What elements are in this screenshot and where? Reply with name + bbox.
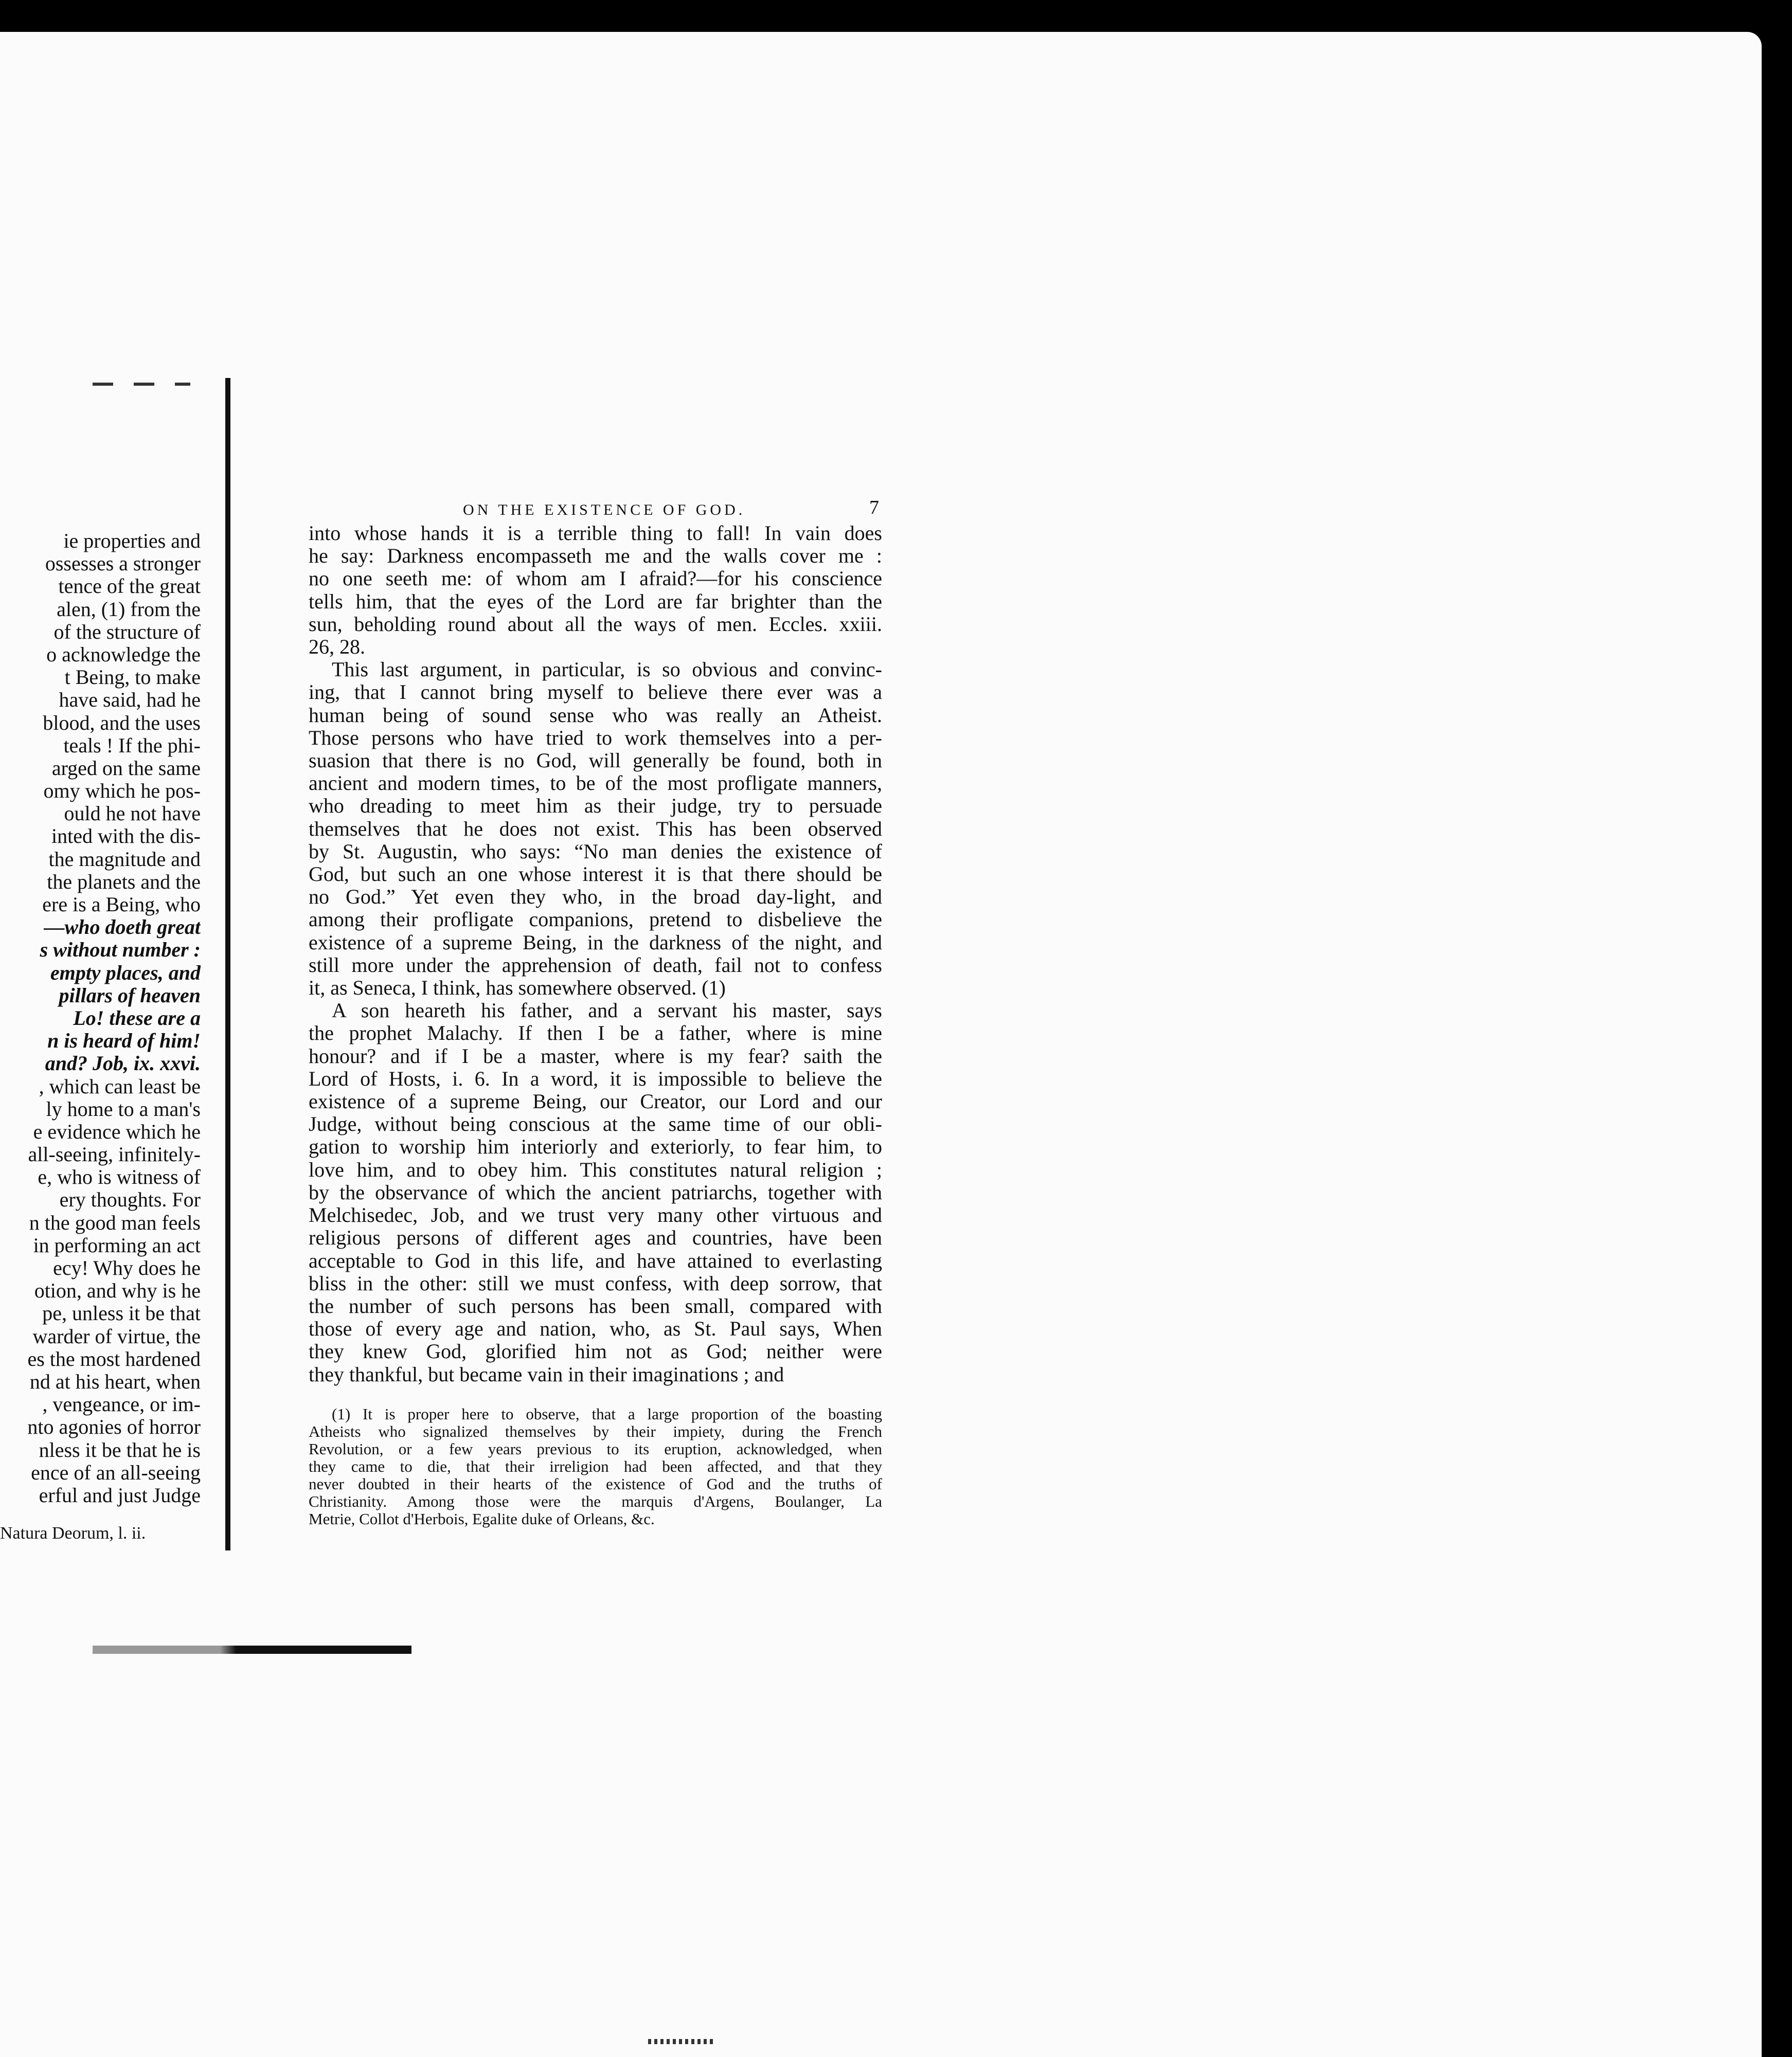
bottom-rule <box>93 1646 411 1654</box>
body-line: still more under the apprehension of death, fail not to confess <box>309 953 882 977</box>
left-page-line: nto agonies of horror <box>27 1415 201 1439</box>
left-page-line: nd at his heart, when <box>29 1369 201 1393</box>
running-head <box>309 496 882 522</box>
left-page-line: teals ! If the phi- <box>63 733 201 757</box>
left-page-line: ere is a Being, who <box>42 893 201 916</box>
footnotes <box>309 1405 882 1528</box>
left-page-line: , which can least be <box>39 1074 201 1098</box>
body-line: God, but such an one whose interest it is that there should be <box>309 863 882 886</box>
left-page-line: the magnitude and <box>48 847 201 871</box>
body-line: honour? and if I be a master, where is my fear? saith the <box>309 1044 882 1068</box>
page-number: 7 <box>869 497 882 518</box>
body-line: themselves that he does not exist. This has been observed <box>309 817 882 840</box>
body-line: by the observance of which the ancient patriarchs, together with <box>309 1181 882 1204</box>
body-line: among their profligate companions, pretend to disbelieve the <box>309 908 882 931</box>
left-page-line: the planets and the <box>47 870 201 893</box>
left-page-line: —who doeth great <box>44 915 201 939</box>
footnote-line: Metrie, Collot d'Herbois, Egalite duke of Orleans, &c. <box>309 1510 655 1528</box>
footnote-line: they came to die, that their irreligion had been affected, and that they <box>309 1457 882 1475</box>
left-page-line: pillars of heaven <box>59 983 201 1007</box>
left-page-line: empty places, and <box>50 961 201 984</box>
left-page-line: nless it be that he is <box>39 1438 201 1461</box>
body-line: it, as Seneca, I think, has somewhere observed. (1) <box>309 977 726 1000</box>
left-page-line: warder of virtue, the <box>32 1324 201 1348</box>
body-line: by St. Augustin, who says: “No man denies the existence of <box>309 840 882 863</box>
body-line: he say: Darkness encompasseth me and the walls cover me : <box>309 545 882 568</box>
left-page-line: arged on the same <box>51 756 201 780</box>
body-line: acceptable to God in this life, and have attained to everlasting <box>309 1249 882 1272</box>
body-line: human being of sound sense who was really an Atheist. <box>309 703 882 727</box>
left-page-line: alen, (1) from the <box>57 597 201 621</box>
left-page-line: ery thoughts. For <box>59 1188 201 1212</box>
scan-artifact <box>648 2039 715 2044</box>
left-page-line: omy which he pos- <box>43 779 201 803</box>
body-line: who dreading to meet him as their judge, try to persuade <box>309 795 882 818</box>
body-line: into whose hands it is a terrible thing to fall! In vain does <box>309 522 882 545</box>
body-line: they knew God, glorified him not as God; neither were <box>309 1340 882 1363</box>
body-line: Judge, without being conscious at the same time of our obli- <box>309 1113 882 1136</box>
left-page-line: ence of an all-seeing <box>31 1460 201 1484</box>
body-line: love him, and to obey him. This constitutes natural religion ; <box>309 1158 882 1181</box>
body-line: no one seeth me: of whom am I afraid?—for his conscience <box>309 567 882 590</box>
left-page-line: n the good man feels <box>29 1211 201 1234</box>
body-line: bliss in the other: still we must confess, with deep sorrow, that <box>309 1272 882 1295</box>
body-line: those of every age and nation, who, as St. Paul says, When <box>309 1318 882 1341</box>
left-page-line: erful and just Judge <box>39 1483 201 1507</box>
left-page-line: ly home to a man's <box>46 1097 201 1121</box>
left-page-line: have said, had he <box>59 688 201 712</box>
left-page-line: ossesses a stronger <box>45 552 201 575</box>
left-page-line: and? Job, ix. xxvi. <box>45 1052 201 1075</box>
right-page <box>309 496 882 1528</box>
left-page-line: e evidence which he <box>33 1120 201 1143</box>
left-page-line: s without number : <box>40 938 201 962</box>
body-line: suasion that there is no God, will generally be found, both in <box>309 749 882 772</box>
footnote-line: Atheists who signalized themselves by their impiety, during the French <box>309 1422 882 1440</box>
body-line: Those persons who have tried to work themselves into a per- <box>309 726 882 749</box>
left-page-line: Lo! these are a <box>73 1006 201 1030</box>
body-line: Lord of Hosts, i. 6. In a word, it is impossible to believe the <box>309 1067 882 1090</box>
body-line: ing, that I cannot bring myself to believe there ever was a <box>309 681 882 704</box>
footnote-line: Revolution, or a few years previous to its eruption, acknowledged, when <box>309 1440 882 1458</box>
left-page-line: n is heard of him! <box>47 1029 201 1053</box>
left-page-line: in performing an act <box>33 1233 201 1257</box>
body-line: 26, 28. <box>309 636 365 659</box>
body-line: existence of a supreme Being, our Creator, our Lord and our <box>309 1090 882 1113</box>
left-page-line: all-seeing, infinitely- <box>28 1143 201 1166</box>
body-text <box>309 522 882 1386</box>
body-line: the number of such persons has been small, compared with <box>309 1294 882 1318</box>
body-line: tells him, that the eyes of the Lord are far brighter than the <box>309 590 882 613</box>
body-line: A son heareth his father, and a servant his master, says <box>332 999 882 1022</box>
body-line: gation to worship him interiorly and exteriorly, to fear him, to <box>309 1135 882 1159</box>
left-page-line: o acknowledge the <box>46 642 201 666</box>
left-page-line: inted with the dis- <box>51 824 201 848</box>
left-page-line: of the structure of <box>53 620 201 643</box>
left-page-line: ould he not have <box>64 802 201 825</box>
left-page-line: , vengeance, or im- <box>42 1393 201 1416</box>
footnote-line: (1) It is proper here to observe, that a large proportion of the boasting <box>332 1405 882 1423</box>
body-line: religious persons of different ages and countries, have been <box>309 1226 882 1250</box>
left-page-line: e, who is witness of <box>38 1165 201 1189</box>
body-line: ancient and modern times, to be of the most profligate manners, <box>309 772 882 795</box>
left-page-column <box>0 530 201 1545</box>
footnote-line: never doubted in their hearts of the existence of God and the truths of <box>309 1475 882 1493</box>
left-page-line: t Being, to make <box>64 665 201 689</box>
left-page-line: es the most hardened <box>27 1347 201 1370</box>
left-page-line: blood, and the uses <box>43 711 201 734</box>
left-page-lines <box>0 530 201 1507</box>
body-line: the prophet Malachy. If then I be a father, where is mine <box>309 1022 882 1045</box>
body-line: they thankful, but became vain in their imaginations ; and <box>309 1363 784 1386</box>
left-page-line: ie properties and <box>63 530 201 552</box>
top-rule <box>93 383 190 386</box>
body-line: existence of a supreme Being, in the darkness of the night, and <box>309 931 882 954</box>
footnote-line: Christianity. Among those were the marquis d'Argens, Boulanger, La <box>309 1492 882 1510</box>
body-line: This last argument, in particular, is so obvious and convinc- <box>332 658 882 681</box>
left-page-line: tence of the great <box>58 574 201 598</box>
body-line: sun, beholding round about all the ways of men. Eccles. xxiii. <box>309 612 882 636</box>
left-page-line: otion, and why is he <box>34 1279 201 1303</box>
left-page-line: pe, unless it be that <box>42 1302 201 1325</box>
gutter-line <box>225 378 230 1550</box>
body-line: Melchisedec, Job, and we trust very many other virtuous and <box>309 1204 882 1227</box>
left-page-line: ecy! Why does he <box>53 1256 201 1279</box>
running-head-title: ON THE EXISTENCE OF GOD. <box>463 501 746 518</box>
left-page-footnote: Natura Deorum, l. ii. <box>0 1524 146 1543</box>
body-line: no God.” Yet even they who, in the broad day-light, and <box>309 886 882 909</box>
